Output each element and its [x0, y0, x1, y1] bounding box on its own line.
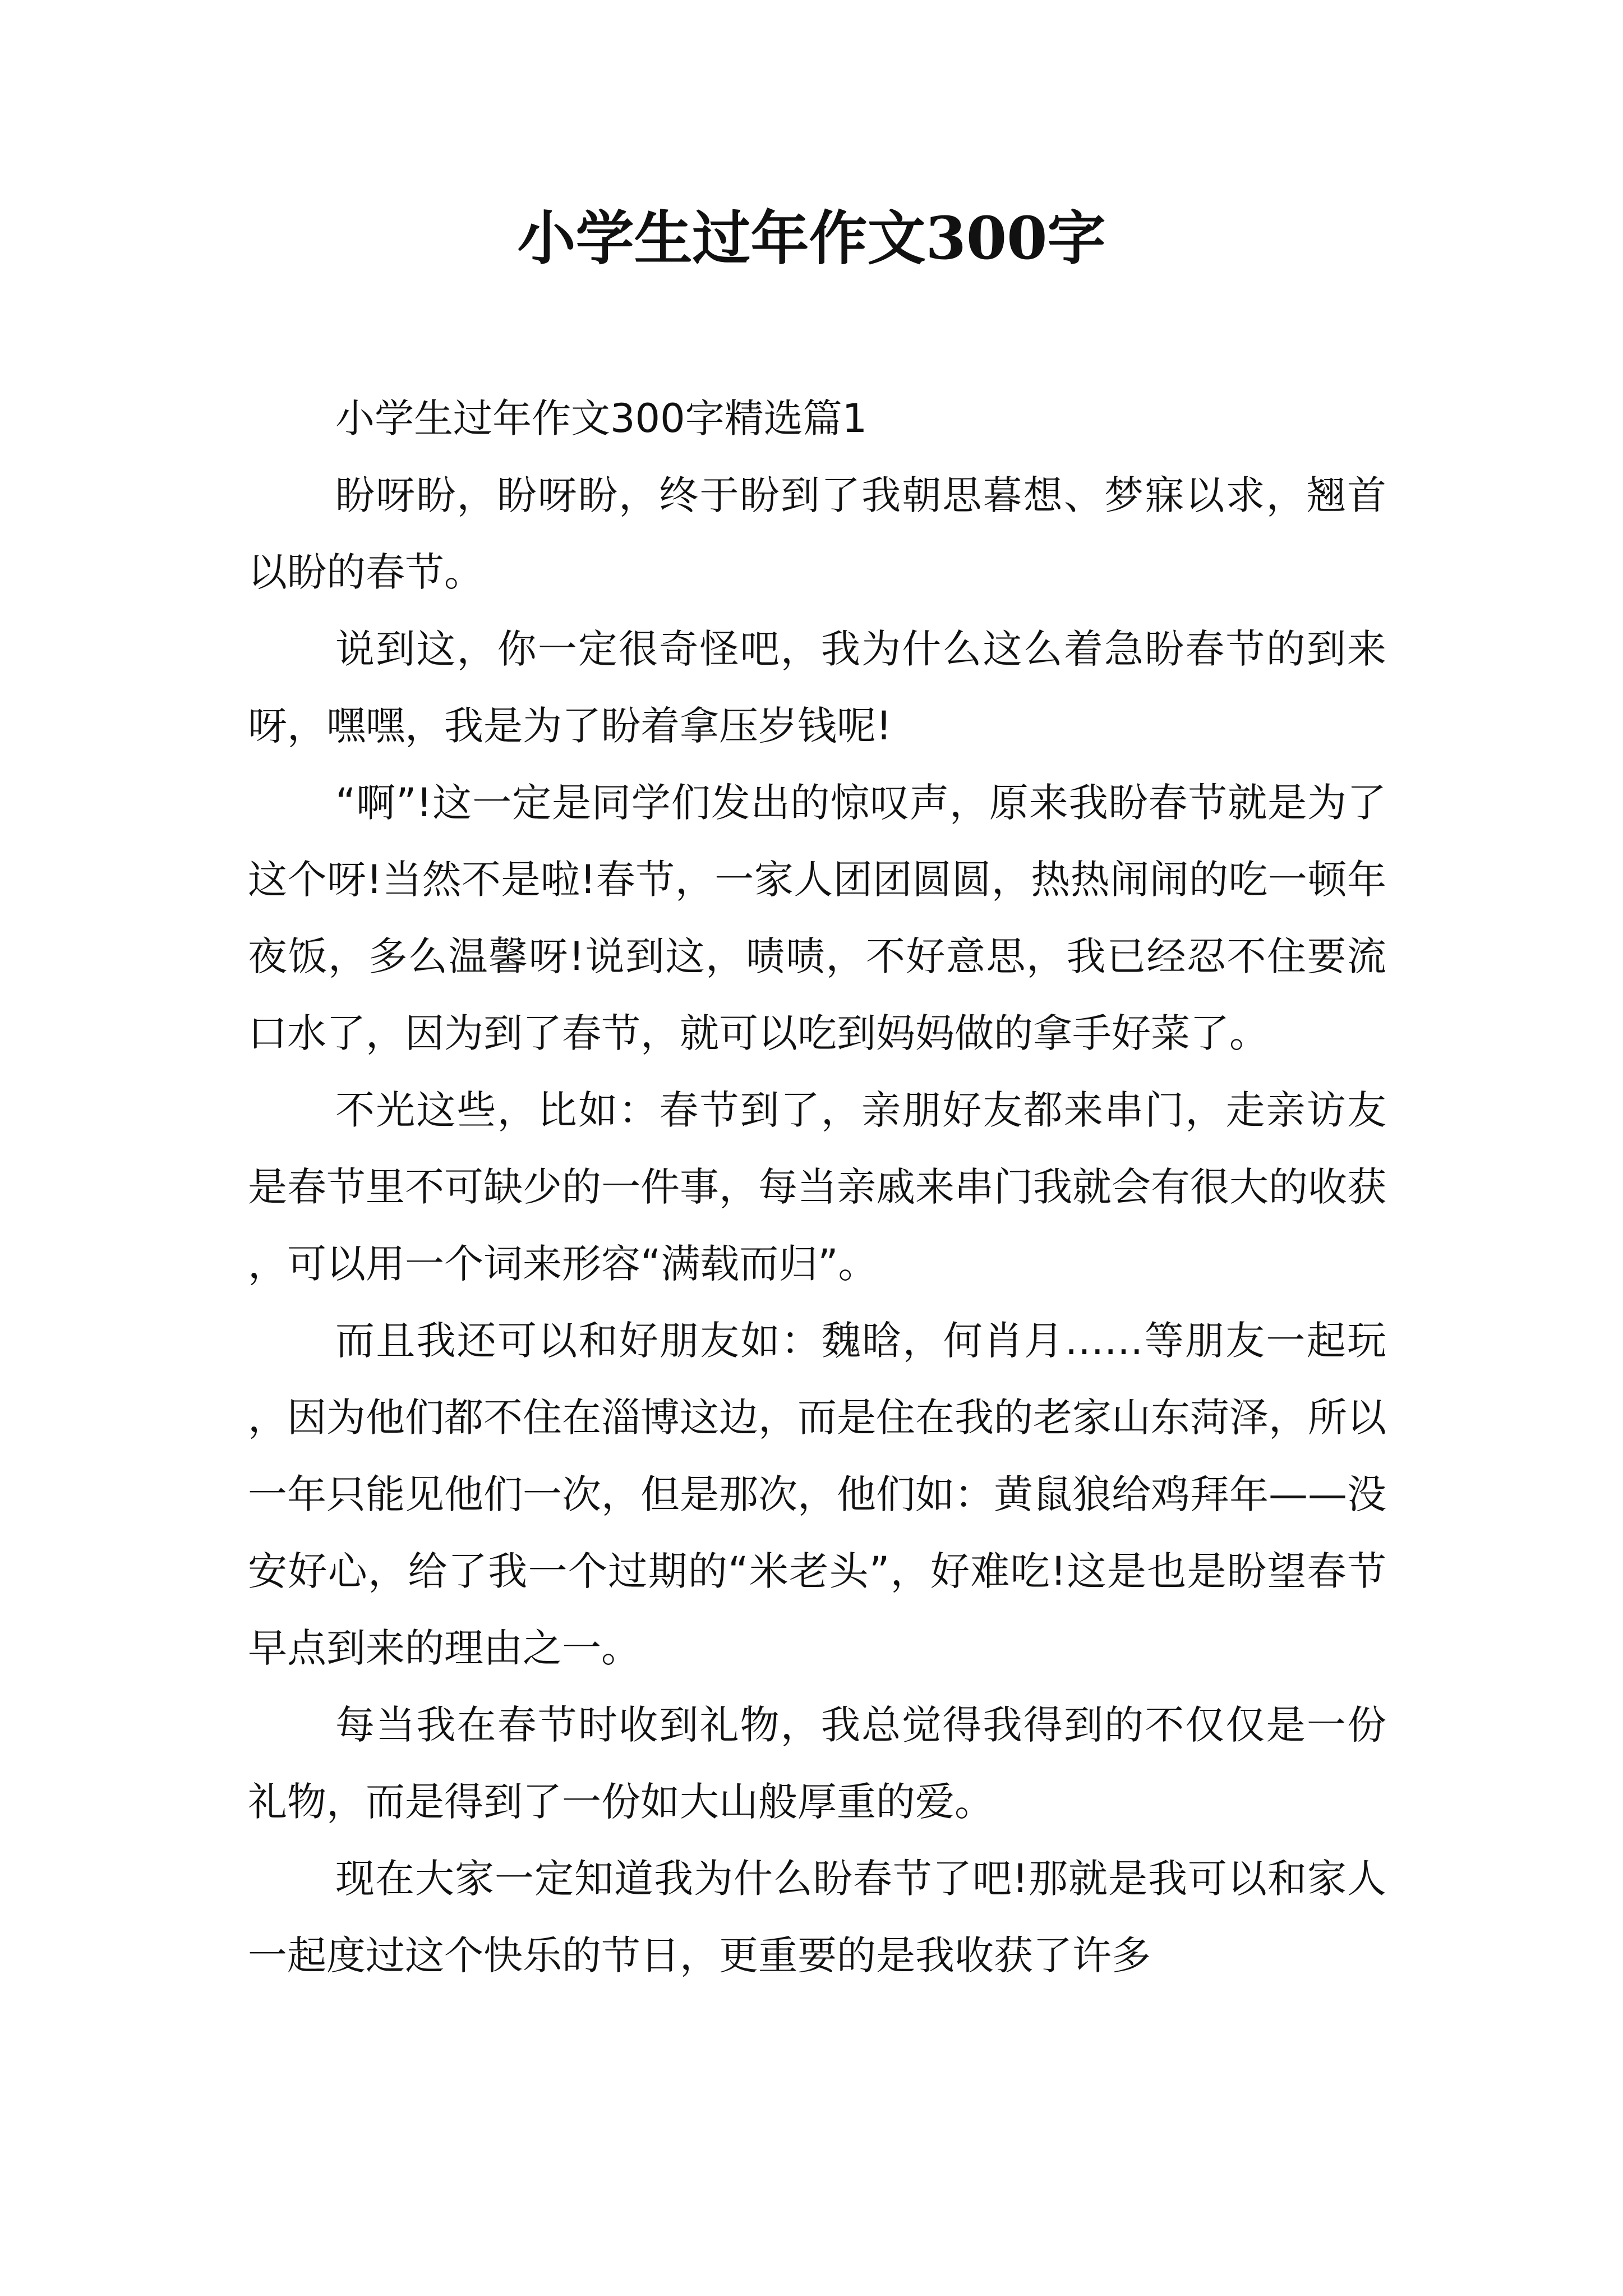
paragraph: 而且我还可以和好朋友如：魏晗，何肖月……等朋友一起玩，因为他们都不住在淄博这边，而是住在我的老家山东菏泽，所以一年只能见他们一次，但是那次，他们如：黄鼠狼给鸡拜年——没安好心，给了我一个过期的“米老头”，好难吃!这是也是盼望春节早点到来的理由之一。	[248, 1318, 1386, 1671]
document-title: 小学生过年作文300字	[517, 204, 1106, 273]
paragraph: 现在大家一定知道我为什么盼春节了吧!那就是我可以和家人一起度过这个快乐的节日，更重要的是我收获了许多	[248, 1856, 1386, 1978]
paragraph: “啊”!这一定是同学们发出的惊叹声，原来我盼春节就是为了这个呀!当然不是啦!春节，一家人团团圆圆，热热闹闹的吃一顿年夜饭，多么温馨呀!说到这，啧啧，不好意思，我已经忍不住要流口水了，因为到了春节，就可以吃到妈妈做的拿手好菜了。	[248, 780, 1386, 1056]
document-body	[248, 380, 1386, 1994]
paragraph: 不光这些，比如：春节到了，亲朋好友都来串门，走亲访友是春节里不可缺少的一件事，每当亲戚来串门我就会有很大的收获，可以用一个词来形容“满载而归”。	[248, 1087, 1386, 1287]
paragraph: 每当我在春节时收到礼物，我总觉得我得到的不仅仅是一份礼物，而是得到了一份如大山般厚重的爱。	[248, 1702, 1386, 1825]
paragraph-section-heading: 小学生过年作文300字精选篇1	[335, 395, 868, 441]
paragraph: 说到这，你一定很奇怪吧，我为什么这么着急盼春节的到来呀，嘿嘿，我是为了盼着拿压岁钱呢!	[248, 626, 1386, 749]
paragraph: 盼呀盼，盼呀盼，终于盼到了我朝思暮想、梦寐以求，翘首以盼的春节。	[248, 472, 1386, 595]
